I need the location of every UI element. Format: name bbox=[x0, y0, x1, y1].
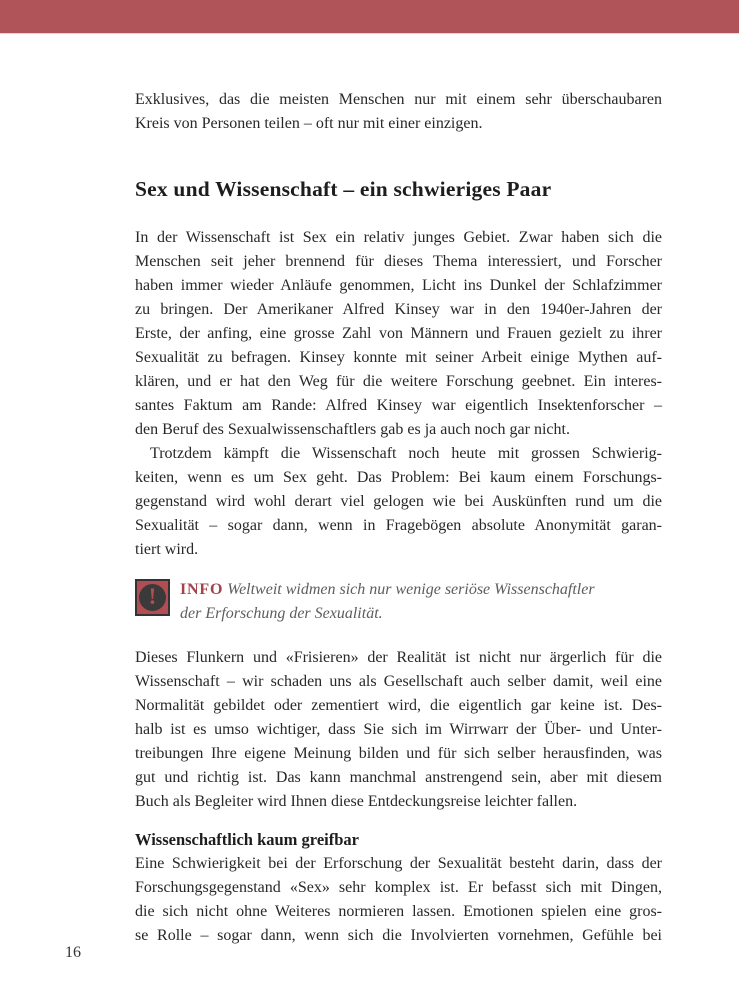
text-line: Sexualität – sogar dann, wenn in Fragebögen absolute Anonymität garan- bbox=[135, 517, 662, 534]
text-line: halb ist es umso wichtiger, dass Sie sich im Wirrwarr der Über- und Unter- bbox=[135, 721, 662, 738]
body-paragraph-4 bbox=[135, 852, 662, 948]
body-paragraph-1 bbox=[135, 226, 662, 442]
info-text-line: der Erforschung der Sexualität. bbox=[180, 605, 383, 622]
text-line: Normalität gebildet oder zementiert wird, die eigentlich gar keine ist. Des- bbox=[135, 697, 662, 714]
text-line: Dieses Flunkern und «Frisieren» der Realität ist nicht nur ärgerlich für die bbox=[135, 649, 662, 666]
info-box bbox=[135, 578, 662, 626]
text-line: zu bringen. Der Amerikaner Alfred Kinsey war in den 1940er-Jahren der bbox=[135, 301, 662, 318]
text-line: Buch als Begleiter wird Ihnen diese Entdeckungsreise leichter fallen. bbox=[135, 793, 578, 810]
text-line: gut und richtig ist. Das kann manchmal anstrengend sein, aber mit diesem bbox=[135, 769, 662, 786]
text-line: Menschen seit jeher brennend für dieses Thema interessiert, und Forscher bbox=[135, 253, 662, 270]
page-number: 16 bbox=[65, 944, 81, 961]
exclamation-glyph: ! bbox=[148, 584, 157, 609]
text-line: santes Faktum am Rande: Alfred Kinsey war eigentlich Insektenforscher – bbox=[135, 397, 662, 414]
text-line: Forschungsgegenstand «Sex» sehr komplex ist. Er befasst sich mit Dingen, bbox=[135, 879, 662, 896]
text-line: gegenstand wird wohl derart viel gelogen wie bei Auskünften rund um die bbox=[135, 493, 662, 510]
text-line: se Rolle – sogar dann, wenn sich die Involvierten vornehmen, Gefühle bei bbox=[135, 927, 662, 944]
info-line bbox=[180, 578, 662, 602]
intro-paragraph bbox=[135, 88, 662, 136]
info-text-line: Weltweit widmen sich nur wenige seriöse Wissenschaftler bbox=[227, 581, 595, 598]
text-line: die sich nicht ohne Weiteres normieren lassen. Emotionen spielen eine gros- bbox=[135, 903, 662, 920]
text-line: In der Wissenschaft ist Sex ein relativ junges Gebiet. Zwar haben sich die bbox=[135, 229, 662, 246]
exclamation-icon-circle bbox=[139, 584, 166, 611]
page-header-bar bbox=[0, 0, 739, 34]
text-line: Sexualität zu befragen. Kinsey konnte mit seiner Arbeit einige Mythen auf- bbox=[135, 349, 662, 366]
text-line: klären, und er hat den Weg für die weitere Forschung geebnet. Ein interes- bbox=[135, 373, 662, 390]
text-column bbox=[135, 88, 662, 948]
text-line: Eine Schwierigkeit bei der Erforschung der Sexualität besteht darin, dass der bbox=[135, 855, 662, 872]
text-line: Kreis von Personen teilen – oft nur mit einer einzigen. bbox=[135, 115, 483, 132]
section-heading: Sex und Wissenschaft – ein schwieriges Paar bbox=[135, 177, 552, 201]
text-line: haben immer wieder Anläufe genommen, Licht ins Dunkel der Schlafzimmer bbox=[135, 277, 662, 294]
text-line: keiten, wenn es um Sex geht. Das Problem: Bei kaum einem Forschungs- bbox=[135, 469, 662, 486]
exclamation-icon bbox=[135, 579, 170, 616]
text-line: Erste, der anfing, eine grosse Zahl von Männern und Frauen gezielt zu ihrer bbox=[135, 325, 662, 342]
text-line: Wissenschaft – wir schaden uns als Gesellschaft auch selber damit, weil eine bbox=[135, 673, 662, 690]
body-paragraph-2 bbox=[135, 442, 662, 562]
text-line: tiert wird. bbox=[135, 541, 199, 558]
info-label: INFO bbox=[180, 581, 224, 598]
info-text bbox=[180, 578, 662, 626]
text-line: treibungen Ihre eigene Meinung bilden und für sich selber herausfinden, was bbox=[135, 745, 662, 762]
text-line: den Beruf des Sexualwissenschaftlers gab es ja auch noch gar nicht. bbox=[135, 421, 570, 438]
text-line: Exklusives, das die meisten Menschen nur mit einem sehr überschaubaren bbox=[135, 91, 662, 108]
sub-heading: Wissenschaftlich kaum greifbar bbox=[135, 830, 359, 849]
text-line: Trotzdem kämpft die Wissenschaft noch heute mit grossen Schwierig- bbox=[150, 445, 662, 462]
body-paragraph-3 bbox=[135, 646, 662, 814]
